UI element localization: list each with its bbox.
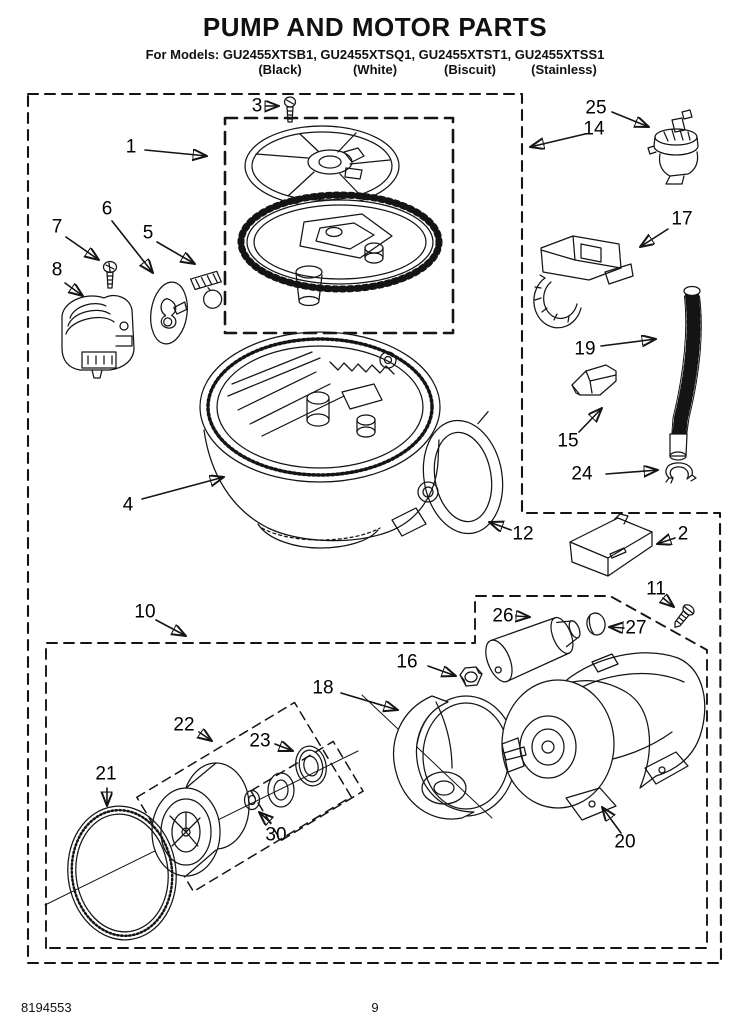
callout-1: 1: [125, 136, 137, 158]
part-7-screw: [104, 262, 117, 289]
model-color-label: (Black): [258, 62, 302, 77]
callout-22: 22: [173, 714, 195, 736]
callout-8: 8: [51, 259, 63, 281]
callout-arrow-2: [657, 538, 675, 544]
callout-30: 30: [265, 824, 287, 846]
part-1-chopper-gear: [241, 195, 439, 306]
callout-arrow-26: [516, 616, 530, 617]
callout-12: 12: [512, 523, 534, 545]
callout-arrow-17: [640, 229, 668, 247]
part-17-bracket: [534, 236, 633, 328]
callout-arrow-5: [157, 242, 195, 264]
callout-arrow-8: [65, 283, 83, 296]
part-16-nut: [460, 667, 482, 686]
page-title: PUMP AND MOTOR PARTS: [202, 12, 548, 42]
callout-6: 6: [101, 198, 113, 220]
document-number: 8194553: [21, 1000, 72, 1015]
part-6-cam-disc: [147, 280, 191, 346]
callout-18: 18: [312, 677, 334, 699]
callout-20: 20: [614, 831, 636, 853]
model-color-label: (Biscuit): [444, 62, 496, 77]
callout-23: 23: [249, 730, 271, 752]
callout-arrow-30: [259, 812, 271, 823]
callout-5: 5: [142, 222, 154, 244]
callout-arrow-12: [489, 522, 511, 530]
callout-21: 21: [95, 763, 117, 785]
callout-4: 4: [122, 494, 134, 516]
callout-arrow-4: [142, 477, 224, 499]
callout-11: 11: [646, 578, 666, 600]
callout-14: 14: [583, 118, 605, 140]
callout-arrow-18: [341, 693, 398, 710]
part-2-cover: [570, 514, 652, 576]
models-line: For Models: GU2455XTSB1, GU2455XTSQ1, GU2455XTST1, GU2455XTSS1: [145, 47, 605, 62]
callout-3: 3: [251, 95, 263, 117]
callout-17: 17: [671, 208, 693, 230]
callout-26: 26: [492, 605, 514, 627]
part-4-sump-assembly: [200, 332, 440, 548]
callout-16: 16: [396, 651, 418, 673]
callout-arrow-14: [530, 134, 585, 147]
callout-2: 2: [677, 523, 689, 545]
part-20-motor: [502, 653, 705, 820]
callout-arrow-25: [612, 112, 649, 127]
callout-arrow-22: [199, 732, 212, 741]
callout-arrow-23: [275, 744, 293, 751]
callout-arrow-27: [609, 627, 624, 628]
part-8-diverter-motor: [62, 296, 134, 378]
callout-25: 25: [585, 97, 607, 119]
part-19-hose: [670, 287, 701, 461]
callout-15: 15: [557, 430, 579, 452]
callout-19: 19: [574, 338, 596, 360]
part-25-check-valve: [648, 110, 698, 184]
callout-arrow-19: [601, 339, 656, 346]
part-27-cap: [585, 611, 607, 636]
model-color-label: (White): [352, 62, 398, 77]
part-15-clip: [572, 365, 616, 395]
callout-arrow-10: [156, 620, 186, 636]
callout-arrow-15: [579, 408, 602, 432]
model-color-label: (Stainless): [531, 62, 597, 77]
callout-7: 7: [51, 216, 63, 238]
callout-arrow-16: [428, 666, 456, 676]
callout-arrow-7: [66, 237, 99, 260]
callout-24: 24: [571, 463, 593, 485]
callout-27: 27: [625, 617, 647, 639]
page-number: 9: [371, 1000, 379, 1015]
callout-arrow-1: [145, 150, 207, 156]
part-5-clip: [190, 271, 225, 311]
part-12-seal-ring: [414, 411, 511, 540]
callout-arrow-24: [606, 470, 658, 474]
callout-10: 10: [134, 601, 156, 623]
part-18-impeller-housing: [394, 696, 516, 819]
part-24-hose-clamp: [666, 463, 696, 483]
